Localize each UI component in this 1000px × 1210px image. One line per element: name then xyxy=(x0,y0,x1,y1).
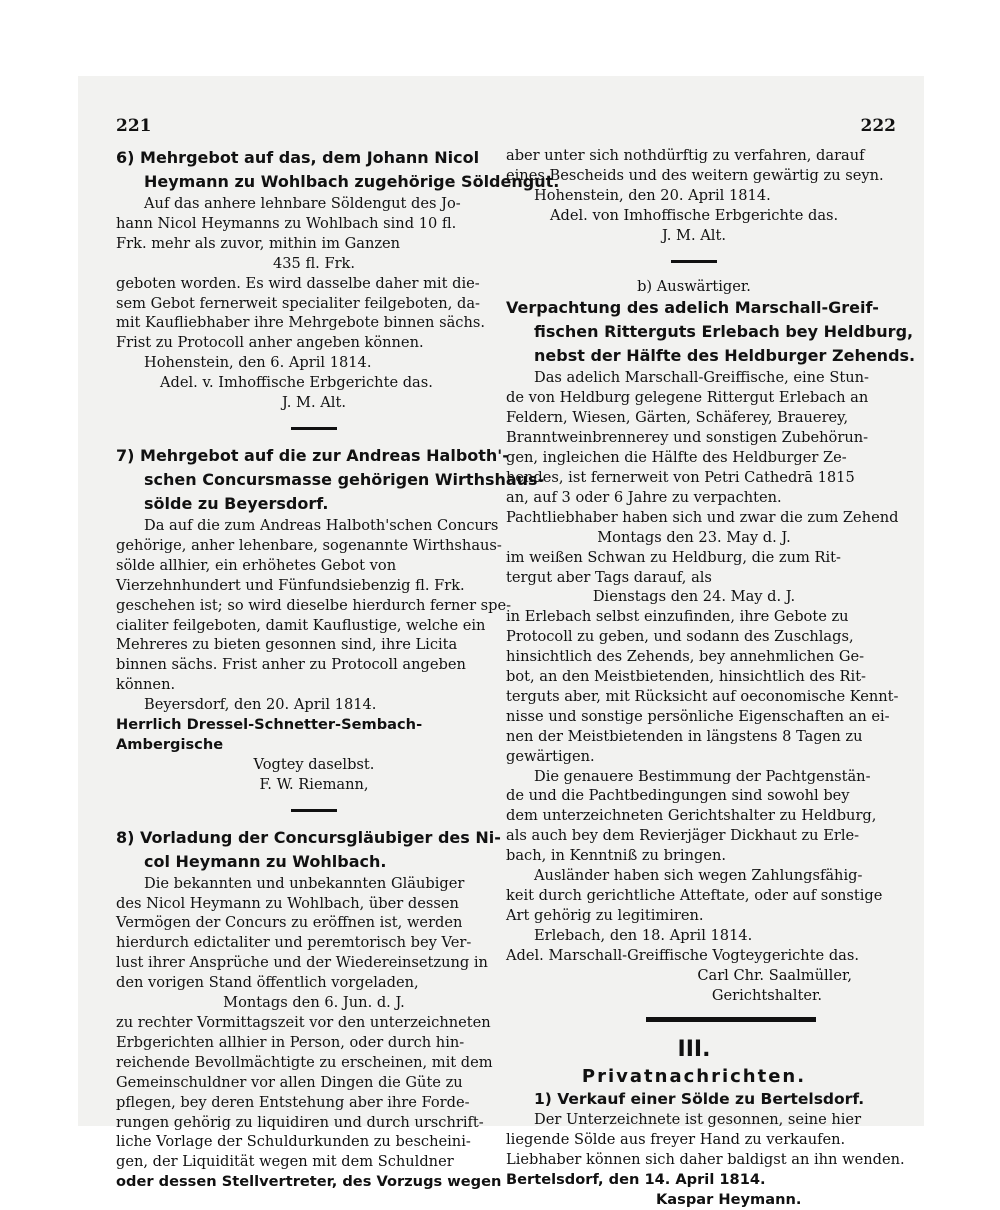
notice-b-signer: Carl Chr. Saalmüller, xyxy=(697,966,852,984)
body-line: Liebhaber können sich daher baldigst an ihn wenden. xyxy=(506,1151,905,1169)
heading-line: schen Concursmasse gehörigen Wirthshaus- xyxy=(144,469,545,489)
notice-b-body-5 xyxy=(506,866,882,926)
scanned-page xyxy=(78,76,924,1208)
continuation-authority: Adel. von Imhoffische Erbgerichte das. xyxy=(550,206,839,224)
body-line: zu rechter Vormittagszeit vor den unterzeichneten xyxy=(116,1014,491,1031)
body-line: als auch bey dem Revierjäger Dickhaut zu Erle- xyxy=(506,827,860,845)
body-line: hierdurch edictaliter und peremtorisch bey Ver- xyxy=(116,934,472,952)
heading-line: 8) Vorladung der Concursgläubiger des Ni- xyxy=(116,827,501,847)
heading-line: Heymann zu Wohlbach zugehörige Söldengut. xyxy=(144,172,560,191)
body-line: Das adelich Marschall-Greiffische, eine Stun- xyxy=(534,369,869,387)
body-line: Protocoll zu geben, und sodann des Zuschlags, xyxy=(506,628,854,646)
private-notice-body xyxy=(506,1110,905,1170)
body-line: rungen gehörig zu liquidiren und durch urschrift- xyxy=(116,1113,484,1131)
body-line: keit durch gerichtliche Atteftate, oder auf sonstige xyxy=(506,887,883,904)
heading-line: sölde zu Beyersdorf. xyxy=(144,493,329,513)
notice-b-date: Erlebach, den 18. April 1814. xyxy=(534,926,753,944)
body-line: eines Bescheids und des weitern gewärtig zu seyn. xyxy=(506,166,884,184)
notice-8-date-line: Montags den 6. Jun. d. J. xyxy=(223,994,405,1012)
notice-b-body-3 xyxy=(506,607,899,766)
notice-7-date: Beyersdorf, den 20. April 1814. xyxy=(144,696,377,714)
body-line: de von Heldburg gelegene Rittergut Erlebach an xyxy=(506,389,869,407)
notice-8-heading xyxy=(116,826,512,874)
notice-6-heading xyxy=(116,146,560,194)
notice-7-heading xyxy=(116,444,545,516)
body-line: gewärtigen. xyxy=(506,747,595,765)
private-notice-signer: Kaspar Heymann. xyxy=(656,1190,802,1208)
heading-line: fischen Ritterguts Erlebach bey Heldburg, xyxy=(534,322,914,342)
body-line: lust ihrer Ansprüche und der Wiedereinsetzung in xyxy=(116,954,488,972)
continuation-date: Hohenstein, den 20. April 1814. xyxy=(534,186,771,204)
body-line: hann Nicol Heymanns zu Wohlbach sind 10 fl. xyxy=(116,214,457,232)
body-line: reichende Bevollmächtigte zu erscheinen, mit dem xyxy=(116,1053,493,1071)
body-line: Vierzehnhundert und Fünfundsiebenzig fl. Frk. xyxy=(116,576,465,594)
body-line: im weißen Schwan zu Heldburg, die zum Rit- xyxy=(506,548,841,566)
body-line: Mehreres zu bieten gesonnen sind, ihre Licita xyxy=(116,636,458,654)
body-line: Feldern, Wiesen, Gärten, Schäferey, Brauerey, xyxy=(506,409,849,427)
body-line: bach, in Kenntniß zu bringen. xyxy=(506,847,726,865)
body-line: tergut aber Tags darauf, als xyxy=(506,568,712,586)
body-line: sölde allhier, ein erhöhetes Gebot von xyxy=(116,556,397,574)
body-line: pflegen, bey deren Entstehung aber ihre Forde- xyxy=(116,1093,470,1111)
body-line: cialiter feilgeboten, damit Kauflustige, welche ein xyxy=(116,616,486,634)
notice-6-signer: J. M. Alt. xyxy=(282,394,346,412)
body-line: in Erlebach selbst einzufinden, ihre Gebote zu xyxy=(506,608,849,626)
body-line: de und die Pachtbedingungen sind sowohl bey xyxy=(506,787,850,805)
body-line: binnen sächs. Frist anher zu Protocoll angeben xyxy=(116,656,466,674)
heading-line: 7) Mehrgebot auf die zur Andreas Halboth'- xyxy=(116,445,509,465)
body-line: Frist zu Protocoll anher angeben können. xyxy=(116,334,424,352)
body-line: liche Vorlage der Schuldurkunden zu bescheini- xyxy=(116,1133,471,1151)
notice-6-authority: Adel. v. Imhoffische Erbgerichte das. xyxy=(160,374,433,392)
page-number-right: 222 xyxy=(860,116,896,136)
body-line: sem Gebot fernerweit specialiter feilgeboten, da- xyxy=(116,294,480,312)
body-line: bot, an den Meistbietenden, hinsichtlich des Rit- xyxy=(506,668,866,686)
body-line: nisse und sonstige persönliche Eigenschaften an ei- xyxy=(506,707,890,725)
notice-8-body-2 xyxy=(116,1013,512,1192)
notice-b-body xyxy=(506,368,899,527)
page-number-left: 221 xyxy=(116,116,152,136)
notice-6-body-2 xyxy=(116,274,512,354)
body-line: liegende Sölde aus freyer Hand zu verkaufen. xyxy=(506,1131,846,1149)
body-line: Frk. mehr als zuvor, mithin im Ganzen xyxy=(116,234,401,252)
section-divider xyxy=(671,260,717,263)
continuation-signer: J. M. Alt. xyxy=(662,226,726,244)
body-line: können. xyxy=(116,676,176,694)
body-line: Pachtliebhaber haben sich und zwar die zum Zehend xyxy=(506,508,899,526)
body-line: hinsichtlich des Zehends, bey annehmlichen Ge- xyxy=(506,648,865,666)
notice-6-body xyxy=(116,194,512,254)
body-line: geschehen ist; so wird dieselbe hierdurch ferner spe- xyxy=(116,596,512,614)
body-line: mit Kaufliebhaber ihre Mehrgebote binnen sächs. xyxy=(116,314,485,332)
notice-7-body xyxy=(116,516,512,695)
notice-b-body-2 xyxy=(506,548,882,588)
heading-line: col Heymann zu Wohlbach. xyxy=(144,851,387,871)
notice-6-date: Hohenstein, den 6. April 1814. xyxy=(144,354,372,372)
body-line: Erbgerichten allhier in Person, oder durch hin- xyxy=(116,1033,465,1051)
section-divider xyxy=(291,427,337,430)
private-notice-date: Bertelsdorf, den 14. April 1814. xyxy=(506,1171,766,1189)
notice-b-authority: Adel. Marschall-Greiffische Vogteygerichte das. xyxy=(506,946,859,964)
body-line: hendes, ist fernerweit von Petri Cathedrā 1815 xyxy=(506,468,855,486)
notice-b-date-2: Dienstags den 24. May d. J. xyxy=(592,588,796,606)
notice-b-heading xyxy=(506,296,916,368)
heading-line: nebst der Hälfte des Heldburger Zehends. xyxy=(534,346,916,366)
subsection-label: b) Auswärtiger. xyxy=(637,277,751,295)
notice-7-authority-2: Vogtey daselbst. xyxy=(253,755,375,773)
body-line: Da auf die zum Andreas Halboth'schen Concurs xyxy=(144,516,499,534)
notice-b-body-4 xyxy=(506,767,882,867)
body-line: Vermögen der Concurs zu eröffnen ist, werden xyxy=(116,914,463,932)
body-line: terguts aber, mit Rücksicht auf oeconomische Kennt- xyxy=(506,687,899,705)
notice-7-signer: F. W. Riemann, xyxy=(259,775,369,793)
notice-b-date-1: Montags den 23. May d. J. xyxy=(597,528,791,546)
notice-6-amount: 435 fl. Frk. xyxy=(272,254,356,272)
continuation-body xyxy=(506,146,882,186)
body-line: Ausländer haben sich wegen Zahlungsfähig- xyxy=(534,867,863,885)
body-line: dem unterzeichneten Gerichtshalter zu Heldburg, xyxy=(506,807,877,825)
body-line: gehörige, anher lehenbare, sogenannte Wirthshaus- xyxy=(116,536,502,554)
heading-line: 6) Mehrgebot auf das, dem Johann Nicol xyxy=(116,148,480,167)
body-line: Art gehörig zu legitimiren. xyxy=(506,906,704,924)
body-line: Die bekannten und unbekannten Gläubiger xyxy=(144,874,465,892)
body-line: Gemeinschuldner vor allen Dingen die Güte zu xyxy=(116,1073,463,1091)
body-line: nen der Meistbietenden in längstens 8 Tagen zu xyxy=(506,727,863,745)
body-line: des Nicol Heymann zu Wohlbach, über dessen xyxy=(116,894,459,912)
section-title: Privatnachrichten. xyxy=(581,1066,807,1088)
section-divider xyxy=(291,809,337,812)
body-line: aber unter sich nothdürftig zu verfahren, darauf xyxy=(506,147,865,164)
body-line: oder dessen Stellvertreter, des Vorzugs wegen xyxy=(116,1173,502,1191)
body-line: Auf das anhere lehnbare Söldengut des Jo- xyxy=(144,195,461,212)
section-divider-thick xyxy=(646,1017,816,1022)
body-line: gen, der Liquidität wegen mit dem Schuldner xyxy=(116,1153,454,1171)
notice-7-authority-1: Herrlich Dressel-Schnetter-Sembach-Ambergische xyxy=(116,716,423,753)
section-numeral: III. xyxy=(677,1037,711,1063)
body-line: Die genauere Bestimmung der Pachtgenstän- xyxy=(534,767,871,785)
body-line: gen, ingleichen die Hälfte des Heldburger Ze- xyxy=(506,449,847,467)
body-line: an, auf 3 oder 6 Jahre zu verpachten. xyxy=(506,488,782,506)
heading-line: Verpachtung des adelich Marschall-Greif- xyxy=(506,298,879,318)
right-column xyxy=(506,146,916,1210)
notice-8-body xyxy=(116,874,512,993)
notice-b-signer-title: Gerichtshalter. xyxy=(711,986,822,1004)
body-line: Der Unterzeichnete ist gesonnen, seine hier xyxy=(534,1111,862,1129)
private-notice-heading: 1) Verkauf einer Sölde zu Bertelsdorf. xyxy=(534,1090,865,1109)
body-line: Branntweinbrennerey und sonstigen Zubehörun- xyxy=(506,429,869,447)
body-line: den vorigen Stand öffentlich vorgeladen, xyxy=(116,974,419,992)
body-line: geboten worden. Es wird dasselbe daher mit die- xyxy=(116,274,480,292)
